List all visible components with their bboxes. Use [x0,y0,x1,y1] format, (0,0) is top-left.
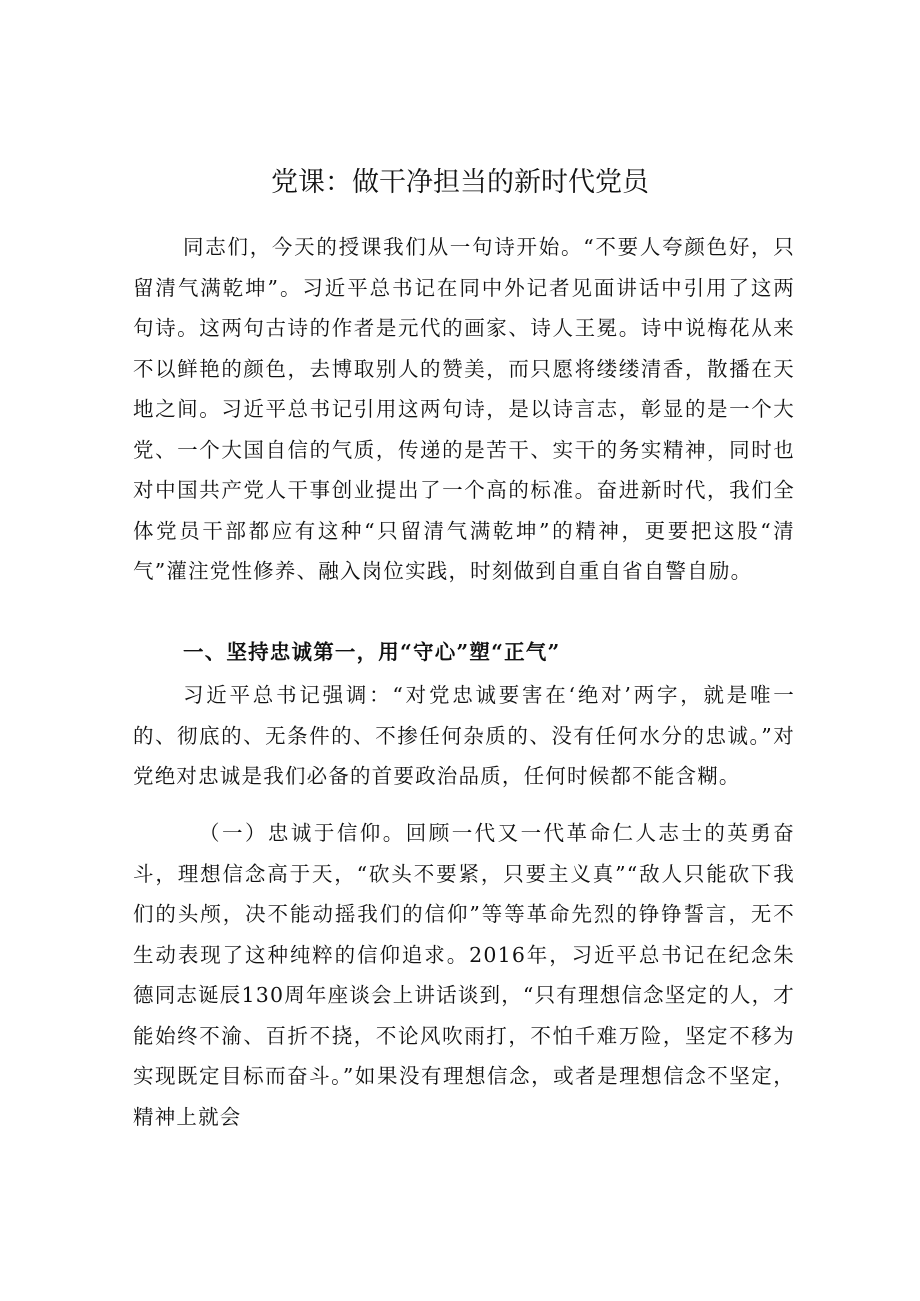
intro-paragraph: 同志们，今天的授课我们从一句诗开始。“不要人夸颜色好，只留清气满乾坤”。习近平总书记在同中外记者见面讲话中引用了这两句诗。这两句古诗的作者是元代的画家、诗人王冕。诗中说梅花从来不以鲜艳的颜色，去博取别人的赞美，而只愿将缕缕清香，散播在天地之间。习近平总书记引用这两句诗，是以诗言志，彰显的是一个大党、一个大国自信的气质，传递的是苦干、实干的务实精神，同时也对中国共产党人干事创业提出了一个高的标准。奋进新时代，我们全体党员干部都应有这种“只留清气满乾坤”的精神，更要把这股“清气”灌注党性修养、融入岗位实践，时刻做到自重自省自警自励。 [133,235,795,583]
section-heading: 一、坚持忠诚第一，用“守心”塑“正气” [183,640,561,664]
faith-paragraph: （一）忠诚于信仰。回顾一代又一代革命仁人志士的英勇奋斗，理想信念高于天，“砍头不要紧，只要主义真”“敌人只能砍下我们的头颅，决不能动摇我们的信仰”等等革命先烈的铮铮誓言，无不生动表现了这种纯粹的信仰追求。2016年，习近平总书记在纪念朱德同志诞辰130周年座谈会上讲话谈到，“只有理想信念坚定的人，才能始终不渝、百折不挠，不论风吹雨打，不怕千难万险，坚定不移为实现既定目标而奋斗。”如果没有理想信念，或者是理想信念不坚定，精神上就会 [133,821,796,1129]
loyalty-quote-paragraph: 习近平总书记强调：“对党忠诚要害在‘绝对’两字，就是唯一的、彻底的、无条件的、不掺任何杂质的、没有任何水分的忠诚。”对党绝对忠诚是我们必备的首要政治品质，任何时候都不能含糊。 [133,683,795,788]
page-title: 党课：做干净担当的新时代党员 [271,167,649,198]
